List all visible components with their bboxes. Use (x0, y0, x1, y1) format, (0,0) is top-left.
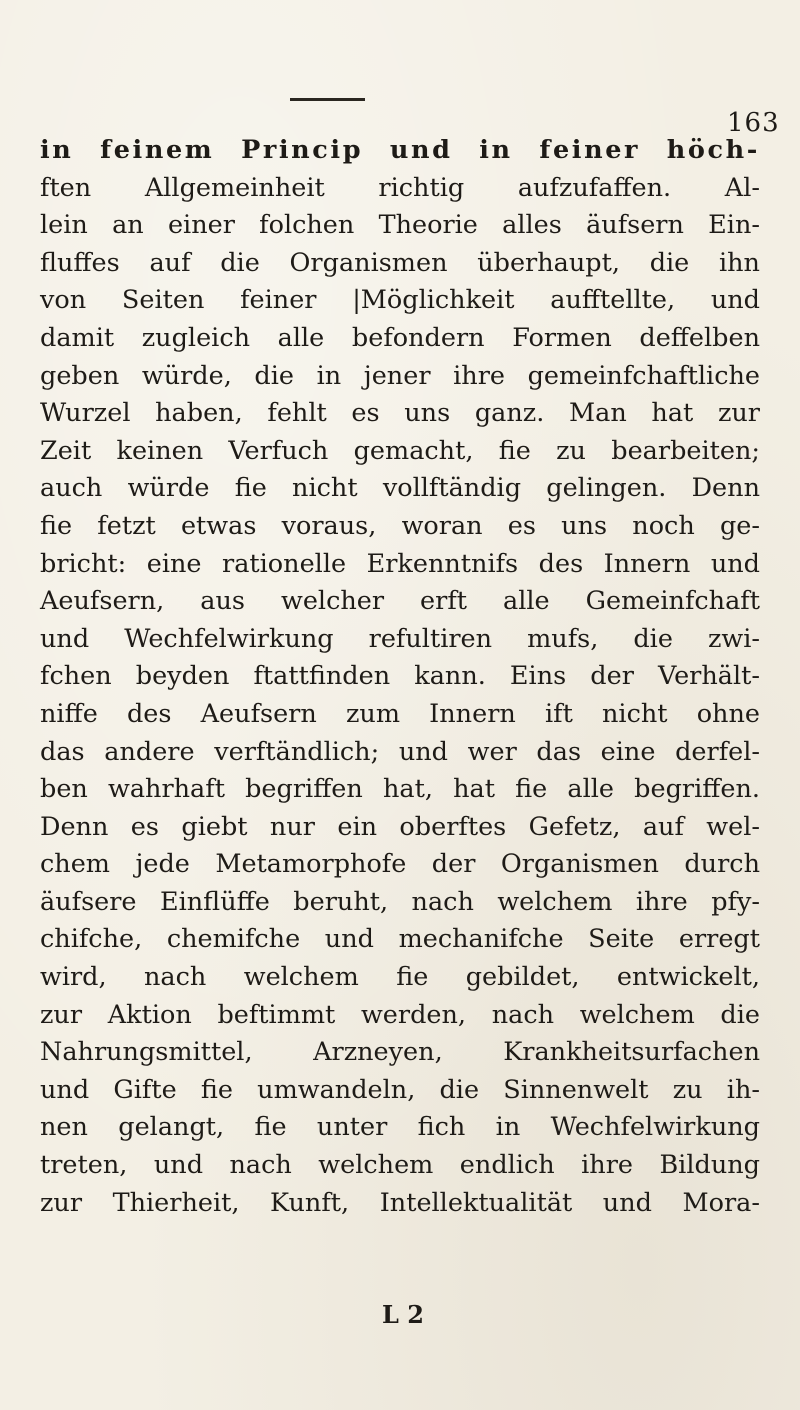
text-line: chem jede Metamorphofe der Organismen durch (40, 849, 760, 880)
text-line: Wurzel haben, fehlt es uns ganz. Man hat zur (40, 398, 760, 429)
text-line: wird, nach welchem fie gebildet, entwickelt, (40, 962, 760, 993)
text-line: auch würde fie nicht vollftändig gelingen. Denn (40, 473, 760, 504)
signature-mark: L 2 (382, 1300, 424, 1329)
text-line: äufsere Einflüffe beruht, nach welchem ihre pfy- (40, 886, 760, 917)
text-line: fchen beyden ftattfinden kann. Eins der Verhält- (40, 661, 760, 692)
text-line: bricht: eine rationelle Erkenntnifs des Innern und (40, 548, 760, 579)
text-line: geben würde, die in jener ihre gemeinfchaftliche (40, 360, 760, 391)
text-line: ften Allgemeinheit richtig aufzufaffen. Al- (40, 172, 760, 203)
text-line: treten, und nach welchem endlich ihre Bildung (40, 1150, 760, 1181)
text-line: nen gelangt, fie unter fich in Wechfelwirkung (40, 1112, 760, 1143)
text-line: in feinem Princip und in feiner höch- (40, 135, 760, 165)
text-line: zur Thierheit, Kunft, Intellektualität und Mora- (40, 1187, 760, 1218)
text-line: Aeufsern, aus welcher erft alle Gemeinfchaft (40, 586, 760, 617)
text-line: von Seiten feiner |Möglichkeit aufftellte, und (40, 285, 760, 316)
text-line: ben wahrhaft begriffen hat, hat fie alle begriffen. (40, 774, 760, 805)
text-line: chifche, chemifche und mechanifche Seite erregt (40, 924, 760, 955)
text-line: Denn es giebt nur ein oberftes Gefetz, auf wel- (40, 811, 760, 842)
text-line: lein an einer folchen Theorie alles äufsern Ein- (40, 210, 760, 241)
text-line: Nahrungsmittel, Arzneyen, Krankheitsurfachen (40, 1037, 760, 1068)
text-line: niffe des Aeufsern zum Innern ift nicht ohne (40, 698, 760, 729)
page-number: 163 (727, 108, 780, 138)
text-line: und Wechfelwirkung refultiren mufs, die zwi- (40, 623, 760, 654)
text-line: Zeit keinen Verfuch gemacht, fie zu bearbeiten; (40, 435, 760, 466)
body-text (40, 132, 760, 1222)
text-line: und Gifte fie umwandeln, die Sinnenwelt zu ih- (40, 1074, 760, 1105)
header-rule (290, 98, 365, 101)
text-line: das andere verftändlich; und wer das eine derfel- (40, 736, 760, 767)
text-line: zur Aktion beftimmt werden, nach welchem die (40, 999, 760, 1030)
text-line: fie fetzt etwas voraus, woran es uns noch ge- (40, 510, 760, 541)
text-line: damit zugleich alle befondern Formen deffelben (40, 322, 760, 353)
text-line: fluffes auf die Organismen überhaupt, die ihn (40, 247, 760, 278)
